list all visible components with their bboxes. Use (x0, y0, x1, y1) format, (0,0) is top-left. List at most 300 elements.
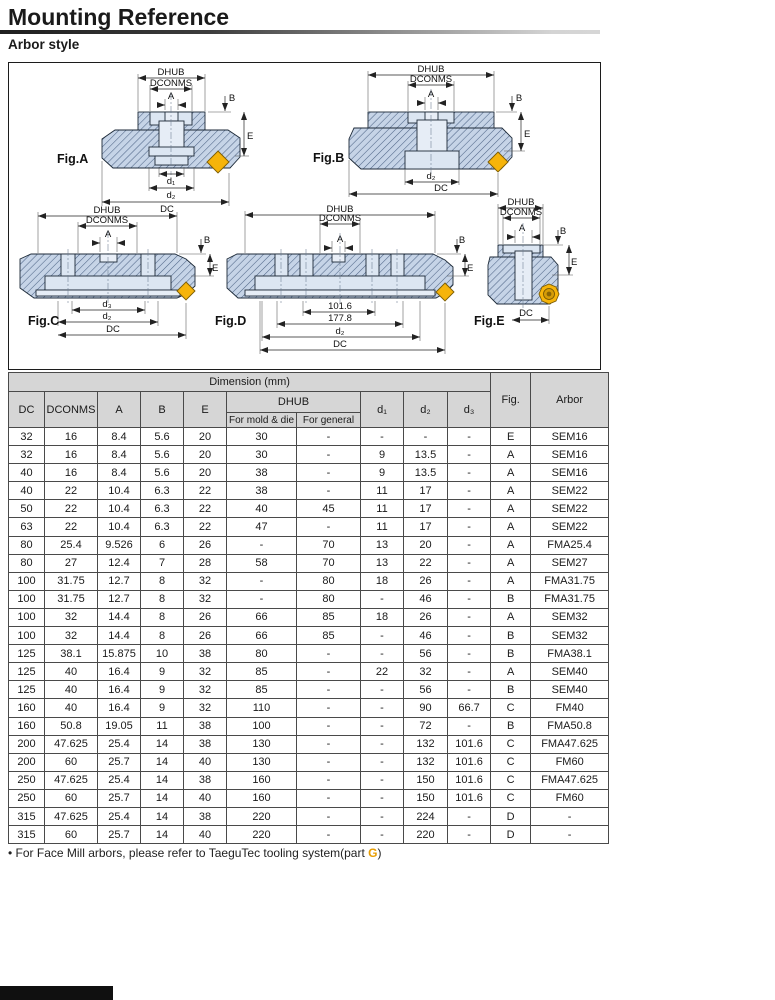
table-cell: 85 (297, 627, 361, 645)
title-rule (0, 30, 600, 34)
table-cell: 16 (45, 428, 98, 446)
table-cell: 125 (9, 681, 45, 699)
table-cell: 32 (9, 428, 45, 446)
col-header-fig: Fig. (491, 373, 531, 428)
table-cell: - (448, 446, 491, 464)
table-cell: 66.7 (448, 699, 491, 717)
table-cell: FM60 (531, 789, 609, 807)
table-cell: 26 (184, 536, 227, 554)
table-cell: 10.4 (98, 482, 141, 500)
table-cell: 132 (404, 735, 448, 753)
figure-d-label: Fig.D (215, 314, 247, 328)
page-corner-bar (0, 986, 113, 1000)
table-cell: 46 (404, 627, 448, 645)
table-cell: 100 (9, 572, 45, 590)
table-cell: D (491, 826, 531, 844)
table-cell: 8 (141, 590, 184, 608)
table-cell: - (297, 826, 361, 844)
table-cell: 315 (9, 807, 45, 825)
dim-label-v2: 177.8 (328, 313, 352, 324)
figure-b-label: Fig.B (313, 151, 345, 165)
table-cell: 5.6 (141, 428, 184, 446)
table-cell: - (361, 826, 404, 844)
table-row (9, 663, 609, 681)
table-cell: 8.4 (98, 446, 141, 464)
dim-label-dhub: DHUB (507, 197, 535, 208)
table-cell: 5.6 (141, 464, 184, 482)
table-cell: 50.8 (45, 717, 98, 735)
table-cell: 40 (9, 464, 45, 482)
table-cell: 14 (141, 826, 184, 844)
table-cell: - (297, 807, 361, 825)
table-cell: 8 (141, 608, 184, 626)
table-cell: 32 (45, 608, 98, 626)
figure-a-label: Fig.A (57, 152, 89, 166)
table-cell: 30 (227, 428, 297, 446)
table-cell: SEM16 (531, 446, 609, 464)
dimension-table (8, 372, 609, 844)
dim-label-b: B (559, 226, 567, 237)
dim-label-dc: DC (519, 308, 533, 319)
page-title: Mounting Reference (8, 4, 230, 30)
col-header-d3: d₃ (448, 392, 491, 428)
table-row (9, 645, 609, 663)
table-cell: - (448, 681, 491, 699)
table-row (9, 735, 609, 753)
table-cell: 101.6 (448, 735, 491, 753)
table-row (9, 500, 609, 518)
col-header-dhub-mold: For mold & die (227, 413, 297, 428)
table-cell: - (448, 645, 491, 663)
dim-label-e: E (524, 129, 531, 140)
table-cell: 160 (227, 789, 297, 807)
dim-label-b: B (228, 93, 236, 104)
table-cell: 27 (45, 554, 98, 572)
table-cell: 220 (227, 826, 297, 844)
table-row (9, 717, 609, 735)
figure-e-label: Fig.E (474, 314, 505, 328)
table-cell: 40 (227, 500, 297, 518)
dim-label-dhub: DHUB (157, 67, 185, 78)
dim-label-a: A (427, 89, 435, 100)
table-cell: - (361, 645, 404, 663)
table-cell: - (227, 590, 297, 608)
table-cell: 6.3 (141, 482, 184, 500)
table-cell: - (448, 826, 491, 844)
table-cell: 100 (227, 717, 297, 735)
footnote (8, 846, 381, 860)
table-cell: 25.4 (98, 735, 141, 753)
table-cell: - (297, 735, 361, 753)
table-row (9, 518, 609, 536)
table-cell: - (297, 482, 361, 500)
table-cell: 160 (227, 771, 297, 789)
table-cell: 9 (361, 446, 404, 464)
table-cell: - (361, 699, 404, 717)
table-cell: 80 (227, 645, 297, 663)
dim-label-d3: d₃ (102, 299, 112, 310)
table-cell: - (448, 627, 491, 645)
col-header-dhub-general: For general (297, 413, 361, 428)
table-cell: 38.1 (45, 645, 98, 663)
table-cell: 130 (227, 735, 297, 753)
table-row (9, 699, 609, 717)
table-cell: 160 (9, 699, 45, 717)
dim-label-d2: d₂ (102, 311, 112, 322)
table-cell: 70 (297, 554, 361, 572)
table-cell: 47.625 (45, 771, 98, 789)
table-cell: 150 (404, 771, 448, 789)
table-cell: 32 (184, 572, 227, 590)
table-cell: A (491, 663, 531, 681)
table-cell: - (361, 681, 404, 699)
col-header-d2: d₂ (404, 392, 448, 428)
dim-label-e: E (571, 257, 578, 268)
table-cell: 38 (227, 482, 297, 500)
table-cell: - (361, 735, 404, 753)
arbor-figures-drawing (9, 63, 597, 366)
table-cell: 10.4 (98, 518, 141, 536)
table-cell: 32 (45, 627, 98, 645)
table-cell: 14 (141, 771, 184, 789)
figure-d (215, 204, 473, 354)
table-cell: SEM40 (531, 663, 609, 681)
table-cell: A (491, 518, 531, 536)
table-cell: - (404, 428, 448, 446)
table-cell: 16 (45, 464, 98, 482)
table-cell: 101.6 (448, 753, 491, 771)
table-cell: 47 (227, 518, 297, 536)
dim-label-dconms: DCONMS (409, 74, 453, 85)
table-cell: E (491, 428, 531, 446)
table-row (9, 627, 609, 645)
table-cell: A (491, 536, 531, 554)
table-cell: 250 (9, 771, 45, 789)
table-cell: 12.7 (98, 572, 141, 590)
table-cell: 17 (404, 500, 448, 518)
table-cell: FMA31.75 (531, 572, 609, 590)
table-cell: 40 (184, 753, 227, 771)
table-row (9, 826, 609, 844)
table-cell: - (448, 807, 491, 825)
table-cell: C (491, 789, 531, 807)
table-cell: 80 (9, 554, 45, 572)
table-cell: SEM22 (531, 518, 609, 536)
table-cell: 32 (184, 699, 227, 717)
table-cell: 60 (45, 826, 98, 844)
table-cell: C (491, 753, 531, 771)
table-cell: 220 (227, 807, 297, 825)
dim-label-d2: d₂ (426, 171, 436, 182)
table-cell: B (491, 590, 531, 608)
table-cell: 80 (297, 572, 361, 590)
table-cell: 100 (9, 608, 45, 626)
table-cell: 38 (184, 771, 227, 789)
dim-label-dc: DC (106, 324, 120, 335)
table-cell: 16.4 (98, 681, 141, 699)
table-cell: 40 (184, 789, 227, 807)
table-row (9, 536, 609, 554)
table-cell: FMA47.625 (531, 735, 609, 753)
table-cell: 40 (45, 681, 98, 699)
table-cell: - (531, 807, 609, 825)
table-cell: 63 (9, 518, 45, 536)
table-cell: 315 (9, 826, 45, 844)
table-cell: 9 (141, 699, 184, 717)
table-cell: 18 (361, 572, 404, 590)
table-cell: 47.625 (45, 807, 98, 825)
dim-label-e: E (467, 263, 474, 274)
table-cell: - (448, 428, 491, 446)
table-cell: 25.7 (98, 826, 141, 844)
table-cell: FM60 (531, 753, 609, 771)
table-cell: A (491, 446, 531, 464)
table-cell: 38 (184, 717, 227, 735)
dim-label-e: E (212, 263, 219, 274)
table-cell: 13.5 (404, 446, 448, 464)
table-cell: 14.4 (98, 627, 141, 645)
table-cell: 32 (184, 590, 227, 608)
table-cell: - (297, 699, 361, 717)
table-cell: 32 (9, 446, 45, 464)
table-cell: - (361, 807, 404, 825)
figure-b (313, 64, 530, 197)
table-cell: - (297, 663, 361, 681)
table-cell: - (361, 428, 404, 446)
table-cell: 25.7 (98, 789, 141, 807)
table-cell: A (491, 554, 531, 572)
table-cell: 9 (141, 681, 184, 699)
table-cell: - (448, 464, 491, 482)
table-cell: 8 (141, 627, 184, 645)
table-cell: C (491, 699, 531, 717)
table-cell: SEM32 (531, 608, 609, 626)
col-header-dc: DC (9, 392, 45, 428)
table-cell: 101.6 (448, 789, 491, 807)
table-cell: 26 (184, 627, 227, 645)
table-row (9, 681, 609, 699)
table-cell: 22 (184, 518, 227, 536)
table-cell: 12.4 (98, 554, 141, 572)
table-cell: 10.4 (98, 500, 141, 518)
footnote-part-badge: G (368, 846, 378, 860)
col-header-dhub: DHUB (227, 392, 361, 413)
table-cell: 130 (227, 753, 297, 771)
figure-panel (8, 62, 601, 370)
table-cell: SEM22 (531, 482, 609, 500)
table-cell: 26 (184, 608, 227, 626)
table-cell: 32 (184, 663, 227, 681)
table-cell: 40 (184, 826, 227, 844)
dim-label-dhub: DHUB (417, 64, 445, 75)
table-cell: 14 (141, 735, 184, 753)
dim-label-dc: DC (434, 183, 448, 194)
table-cell: - (361, 627, 404, 645)
table-cell: 250 (9, 789, 45, 807)
table-cell: 11 (361, 500, 404, 518)
table-cell: 22 (184, 500, 227, 518)
table-cell: 22 (45, 500, 98, 518)
dim-label-b: B (458, 235, 466, 246)
dim-label-d2: d₂ (166, 190, 176, 201)
col-header-a: A (98, 392, 141, 428)
table-row (9, 464, 609, 482)
table-cell: - (227, 572, 297, 590)
dim-label-v1: 101.6 (328, 301, 352, 312)
table-row (9, 554, 609, 572)
table-cell: 47.625 (45, 735, 98, 753)
table-cell: 14 (141, 753, 184, 771)
table-cell: 13 (361, 554, 404, 572)
table-cell: 20 (404, 536, 448, 554)
table-cell: 5.6 (141, 446, 184, 464)
table-cell: 14 (141, 807, 184, 825)
table-cell: 110 (227, 699, 297, 717)
table-cell: 224 (404, 807, 448, 825)
table-cell: 125 (9, 645, 45, 663)
table-cell: 85 (227, 663, 297, 681)
table-cell: 26 (404, 572, 448, 590)
table-cell: FMA25.4 (531, 536, 609, 554)
table-cell: A (491, 482, 531, 500)
table-cell: 16.4 (98, 699, 141, 717)
table-cell: 17 (404, 518, 448, 536)
table-cell: - (297, 428, 361, 446)
table-cell: 22 (45, 482, 98, 500)
table-cell: 80 (297, 590, 361, 608)
table-cell: FM40 (531, 699, 609, 717)
table-cell: 40 (45, 699, 98, 717)
table-cell: B (491, 627, 531, 645)
table-cell: - (448, 608, 491, 626)
table-cell: 31.75 (45, 590, 98, 608)
table-cell: 22 (184, 482, 227, 500)
table-cell: 56 (404, 681, 448, 699)
table-cell: - (448, 518, 491, 536)
table-cell: 8.4 (98, 464, 141, 482)
table-cell: - (361, 771, 404, 789)
table-cell: FMA47.625 (531, 771, 609, 789)
table-cell: 8.4 (98, 428, 141, 446)
section-subtitle: Arbor style (8, 37, 80, 52)
table-cell: 38 (227, 464, 297, 482)
table-cell: 17 (404, 482, 448, 500)
table-cell: B (491, 717, 531, 735)
table-cell: - (297, 645, 361, 663)
table-cell: C (491, 771, 531, 789)
table-row (9, 789, 609, 807)
table-cell: 20 (184, 446, 227, 464)
table-cell: - (448, 717, 491, 735)
table-cell: 11 (361, 518, 404, 536)
table-cell: - (448, 663, 491, 681)
table-cell: 85 (227, 681, 297, 699)
dim-label-dc: DC (160, 204, 174, 215)
table-cell: 22 (45, 518, 98, 536)
table-cell: SEM16 (531, 464, 609, 482)
table-cell: - (297, 771, 361, 789)
table-cell: - (448, 500, 491, 518)
dim-label-dhub: DHUB (93, 205, 121, 216)
table-cell: A (491, 464, 531, 482)
table-cell: 80 (9, 536, 45, 554)
dim-label-a: A (336, 234, 344, 245)
table-cell: 32 (404, 663, 448, 681)
table-cell: 100 (9, 627, 45, 645)
table-cell: 14 (141, 789, 184, 807)
table-cell: - (531, 826, 609, 844)
dim-label-dc: DC (333, 339, 347, 350)
table-cell: 85 (297, 608, 361, 626)
table-cell: 50 (9, 500, 45, 518)
figure-e (474, 197, 577, 328)
table-cell: 101.6 (448, 771, 491, 789)
table-cell: 15.875 (98, 645, 141, 663)
table-cell: 40 (45, 663, 98, 681)
table-cell: - (297, 446, 361, 464)
table-cell: SEM32 (531, 627, 609, 645)
table-cell: 26 (404, 608, 448, 626)
table-cell: - (448, 572, 491, 590)
table-cell: A (491, 500, 531, 518)
dim-label-d1: d₁ (166, 176, 176, 187)
dim-label-a: A (518, 223, 526, 234)
table-cell: 12.7 (98, 590, 141, 608)
table-row (9, 446, 609, 464)
dim-label-dconms: DCONMS (149, 78, 193, 89)
dimension-table-body (9, 428, 609, 844)
table-cell: 16 (45, 446, 98, 464)
table-row (9, 572, 609, 590)
table-cell: 38 (184, 807, 227, 825)
table-cell: FMA50.8 (531, 717, 609, 735)
table-cell: 11 (361, 482, 404, 500)
col-header-dconms: DCONMS (45, 392, 98, 428)
table-cell: 20 (184, 464, 227, 482)
col-header-dimension: Dimension (mm) (9, 373, 491, 392)
table-cell: 7 (141, 554, 184, 572)
table-cell: - (448, 554, 491, 572)
table-cell: - (227, 536, 297, 554)
table-cell: A (491, 572, 531, 590)
table-cell: - (361, 789, 404, 807)
figure-a (57, 67, 253, 215)
table-cell: 72 (404, 717, 448, 735)
table-cell: 6.3 (141, 518, 184, 536)
table-cell: SEM22 (531, 500, 609, 518)
table-row (9, 753, 609, 771)
table-cell: 220 (404, 826, 448, 844)
table-cell: 22 (361, 663, 404, 681)
table-cell: 150 (404, 789, 448, 807)
table-cell: 13 (361, 536, 404, 554)
table-cell: 22 (404, 554, 448, 572)
table-cell: - (448, 590, 491, 608)
table-row (9, 428, 609, 446)
table-cell: - (448, 536, 491, 554)
dim-label-dhub: DHUB (326, 204, 354, 215)
table-cell: - (297, 681, 361, 699)
table-cell: 8 (141, 572, 184, 590)
table-cell: B (491, 645, 531, 663)
table-cell: FMA31.75 (531, 590, 609, 608)
table-cell: 38 (184, 735, 227, 753)
table-row (9, 807, 609, 825)
table-cell: 19.05 (98, 717, 141, 735)
table-cell: 66 (227, 627, 297, 645)
footnote-text: • For Face Mill arbors, please refer to TaeguTec tooling system(part (8, 846, 369, 860)
footnote-suffix: ) (377, 846, 382, 860)
